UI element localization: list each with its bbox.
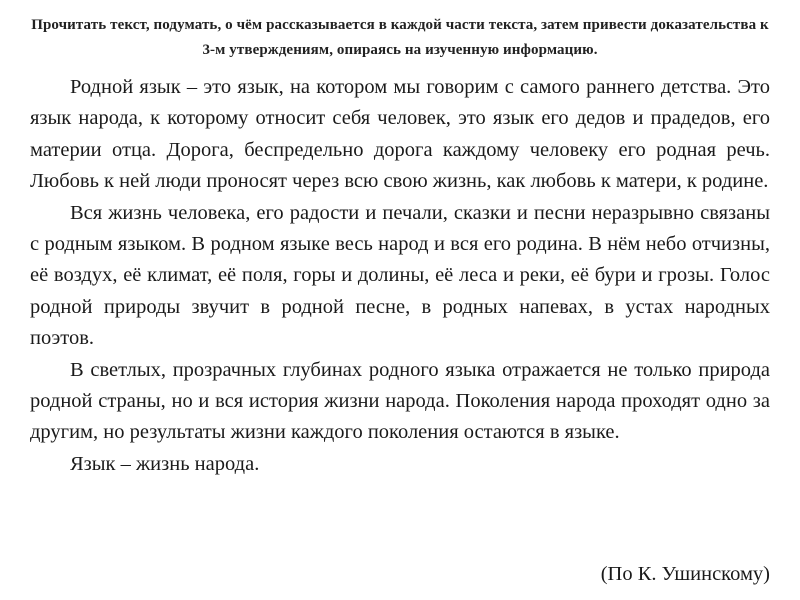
main-text bbox=[30, 72, 770, 480]
paragraph-3: В светлых, прозрачных глубинах родного языка отражается не только природа родной страны, но и вся история жизни народа. Поколения народа проходят одно за другим, но результаты жизни каждого поколения остаются в языке. bbox=[30, 358, 770, 444]
paragraph-2: Вся жизнь человека, его радости и печали, сказки и песни неразрывно связаны с родным языком. В родном языке весь народ и вся его родина. В нём небо отчизны, её воздух, её климат, её поля, горы и долины, её леса и реки, её бури и грозы. Голос родной природы звучит в родной песне, в родных напевах, в устах народных поэтов. bbox=[30, 201, 770, 350]
task-instruction: Прочитать текст, подумать, о чём рассказывается в каждой части текста, затем привести доказательства к 3-м утверждениям, опираясь на изученную информацию. bbox=[31, 17, 769, 58]
paragraph-1: Родной язык – это язык, на котором мы говорим с самого раннего детства. Это язык народа, к которому относит себя человек, это язык его дедов и прадедов, его материи отца. Дорога, беспредельно дорога каждому человеку его родная речь. Любовь к ней люди проносят через всю свою жизнь, как любовь к матери, к родине. bbox=[30, 76, 770, 193]
paragraph-4: Язык – жизнь народа. bbox=[70, 452, 260, 475]
attribution: (По К. Ушинскому) bbox=[600, 563, 770, 585]
